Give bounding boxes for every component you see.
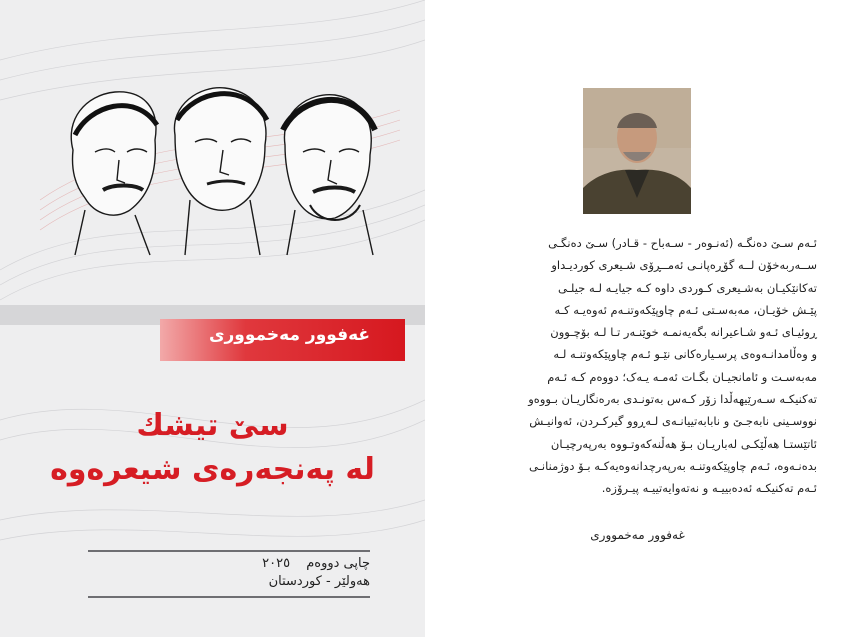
blurb-line: ئـەم سـێ دەنگـە (ئەنـوەر - سـەباح - قـادر) سـێ دەنگـی [548, 236, 817, 250]
blurb-line: تەکنیکـە سـەرێیهەڵدا زۆر کـەس بەتونـدی بەرەنگاریـان بـووەو [528, 392, 817, 407]
blurb-line: مەبەسـت و ئامانجیـان بگـات ئەمـە یـەک؛ دووەم کـە ئـەم [547, 369, 817, 384]
blurb-line: بدەنـەوە، ئـەم چاوپێکەوتنـە بەرپەرچدانەوەیەکـە بـۆ دوژمنانـی [528, 458, 817, 473]
blurb-line: ڕوئیـای ئـەو شـاعیرانە بگەیەنمـە خوێنـەر تـا لـە بۆچـوون [550, 325, 817, 340]
blurb-line: ئـەم تەکنیکـە ئەدەبییـە و نەتەوایەتییـە پیـرۆزە. [601, 481, 817, 496]
blurb-line: ئاتێستـا هەڵێکـی لەباریـان بـۆ هەڵنەکەوتـووە بەرپەرچیـان [550, 436, 817, 451]
back-cover [425, 0, 850, 637]
blurb-line: و وەڵامدانـەوەی پرسـیارەکانی نێـو ئـەم چاوپێکەوتنـە لـە [553, 347, 817, 362]
blurb-line: نووسـینی نابەجـێ و نابابەتییانـەی لـەڕوو گیرکـردن، ئەوانیـش [529, 414, 817, 429]
blurb-line: ســەربەخۆن لــە گۆڕەپانـی ئەمــڕۆی شـیعری کوردیـداو [551, 258, 817, 273]
author-photo-icon [583, 88, 691, 214]
three-sketched-portraits-icon [55, 80, 385, 260]
publication-year: ٢٠٢٥ [262, 556, 291, 571]
author-name: غەفوور مەخمووری [208, 325, 370, 345]
blurb-line: تەکانێکیـان بەشـیعری کـوردی داوە کـە جیایـە لـە جیلـی [557, 280, 817, 295]
edition-label: چاپی دووەم [306, 556, 370, 571]
author-signature: غەفوور مەخمووری [590, 528, 685, 542]
divider-line [88, 596, 370, 598]
publication-place: هەولێر - کوردستان [268, 574, 370, 589]
book-title-line-2: لە پەنجەرەی شیعرەوە [50, 452, 375, 487]
blurb-line: پێـش خۆیـان، مەبەسـتی ئـەم چاوپێکەوتنـەم ئەوەیـە کـە [554, 302, 817, 317]
book-title-line-1: سێ تیشك [136, 408, 289, 443]
divider-line [88, 550, 370, 552]
edition-line [250, 556, 370, 571]
back-cover-blurb [463, 232, 817, 500]
